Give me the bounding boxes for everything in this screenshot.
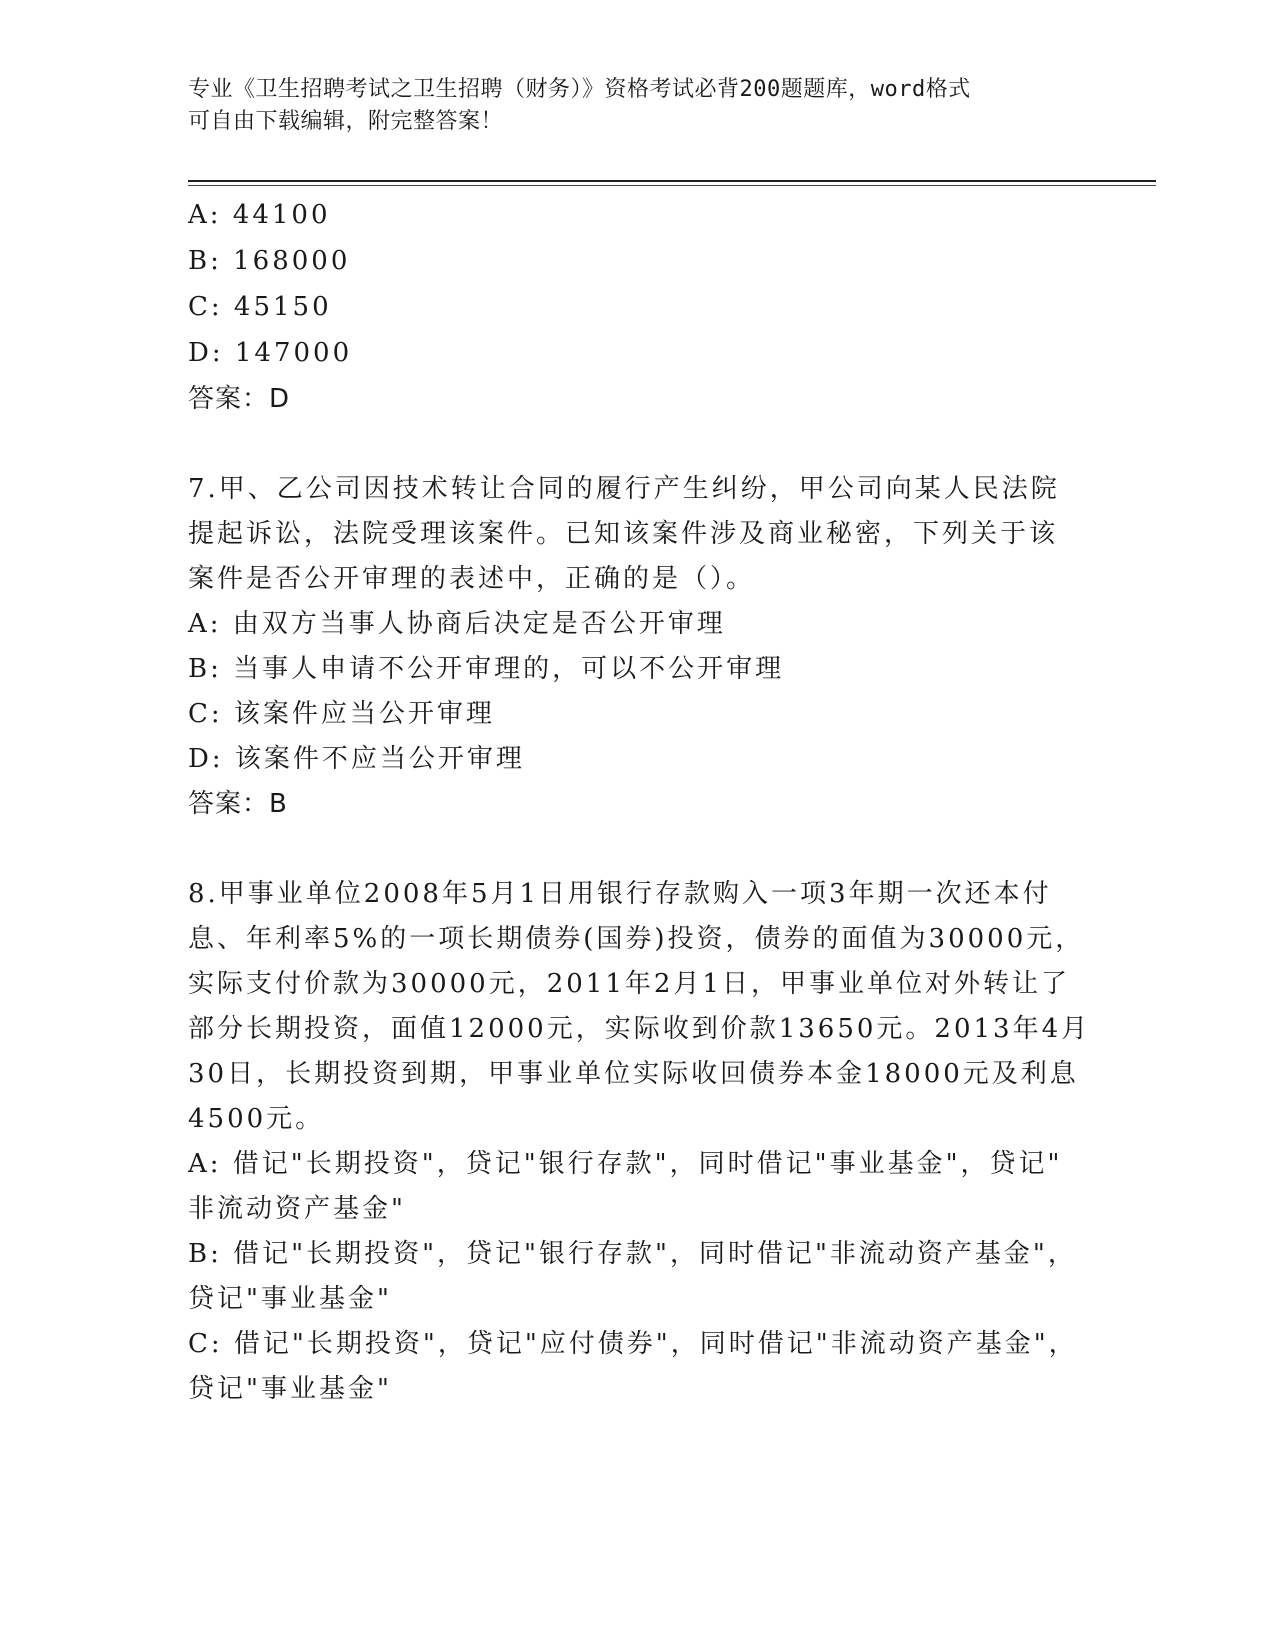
- option-text-line: C: 借记"长期投资"，贷记"应付债券"，同时借记"非流动资产基金"，: [188, 1329, 1078, 1359]
- question-7-stem-line: 案件是否公开审理的表述中，正确的是（）。: [188, 564, 756, 594]
- question-7-option-c: C: 该案件应当公开审理: [188, 699, 495, 729]
- question-8-stem-line: 8.甲事业单位2008年5月1日用银行存款购入一项3年期一次还本付: [188, 879, 1052, 909]
- question-7-options: [188, 601, 1088, 781]
- question-7-stem-line: 7.甲、乙公司因技术转让合同的履行产生纠纷，甲公司向某人民法院: [188, 474, 1060, 504]
- option-text-line: A: 借记"长期投资"，贷记"银行存款"，同时借记"事业基金"，贷记": [188, 1149, 1063, 1179]
- question-6-options: [188, 192, 1088, 376]
- question-6-answer: 答案：D: [188, 384, 291, 414]
- question-8-stem-line: 实际支付价款为30000元，2011年2月1日，甲事业单位对外转让了: [188, 969, 1070, 999]
- question-8-stem-line: 息、年利率5%的一项长期债券(国券)投资，债券的面值为30000元，: [188, 924, 1085, 954]
- question-6-option-b: B: 168000: [188, 246, 351, 276]
- question-8-option-b: [188, 1231, 1088, 1321]
- question-7-stem: [188, 466, 1088, 601]
- question-8-options: [188, 1141, 1088, 1411]
- spacer: [188, 827, 1088, 871]
- question-6-option-c: C: 45150: [188, 292, 332, 322]
- question-6-option-d: D: 147000: [188, 338, 353, 368]
- header-title-line-1: 专业《卫生招聘考试之卫生招聘（财务）》资格考试必背200题题库，word格式: [188, 77, 971, 102]
- question-6-option-a: A: 44100: [188, 200, 331, 230]
- header-divider-thick: [188, 180, 1156, 182]
- document-header: [188, 74, 1088, 138]
- option-text-line: 非流动资产基金": [188, 1194, 406, 1224]
- question-8-stem-line: 4500元。: [188, 1104, 325, 1134]
- question-8-option-c: [188, 1321, 1088, 1411]
- question-8-stem: [188, 871, 1091, 1141]
- question-7-option-a: A: 由双方当事人协商后决定是否公开审理: [188, 609, 726, 639]
- question-7-stem-line: 提起诉讼，法院受理该案件。已知该案件涉及商业秘密，下列关于该: [188, 519, 1059, 549]
- question-8-option-a: [188, 1141, 1088, 1231]
- question-7-option-d: D: 该案件不应当公开审理: [188, 744, 525, 774]
- question-7-option-b: B: 当事人申请不公开审理的，可以不公开审理: [188, 654, 785, 684]
- header-divider-thin: [188, 185, 1156, 186]
- option-text-line: 贷记"事业基金": [188, 1374, 392, 1404]
- document-body: [188, 192, 1091, 1411]
- question-8-stem-line: 部分长期投资，面值12000元，实际收到价款13650元。2013年4月: [188, 1014, 1091, 1044]
- question-8-stem-line: 30日，长期投资到期，甲事业单位实际收回债券本金18000元及利息: [188, 1059, 1079, 1089]
- option-text-line: 贷记"事业基金": [188, 1284, 392, 1314]
- question-7-answer: 答案：B: [188, 789, 288, 819]
- option-text-line: B: 借记"长期投资"，贷记"银行存款"，同时借记"非流动资产基金"，: [188, 1239, 1077, 1269]
- spacer: [188, 422, 1088, 466]
- header-title-line-2: 可自由下载编辑，附完整答案！: [188, 109, 504, 134]
